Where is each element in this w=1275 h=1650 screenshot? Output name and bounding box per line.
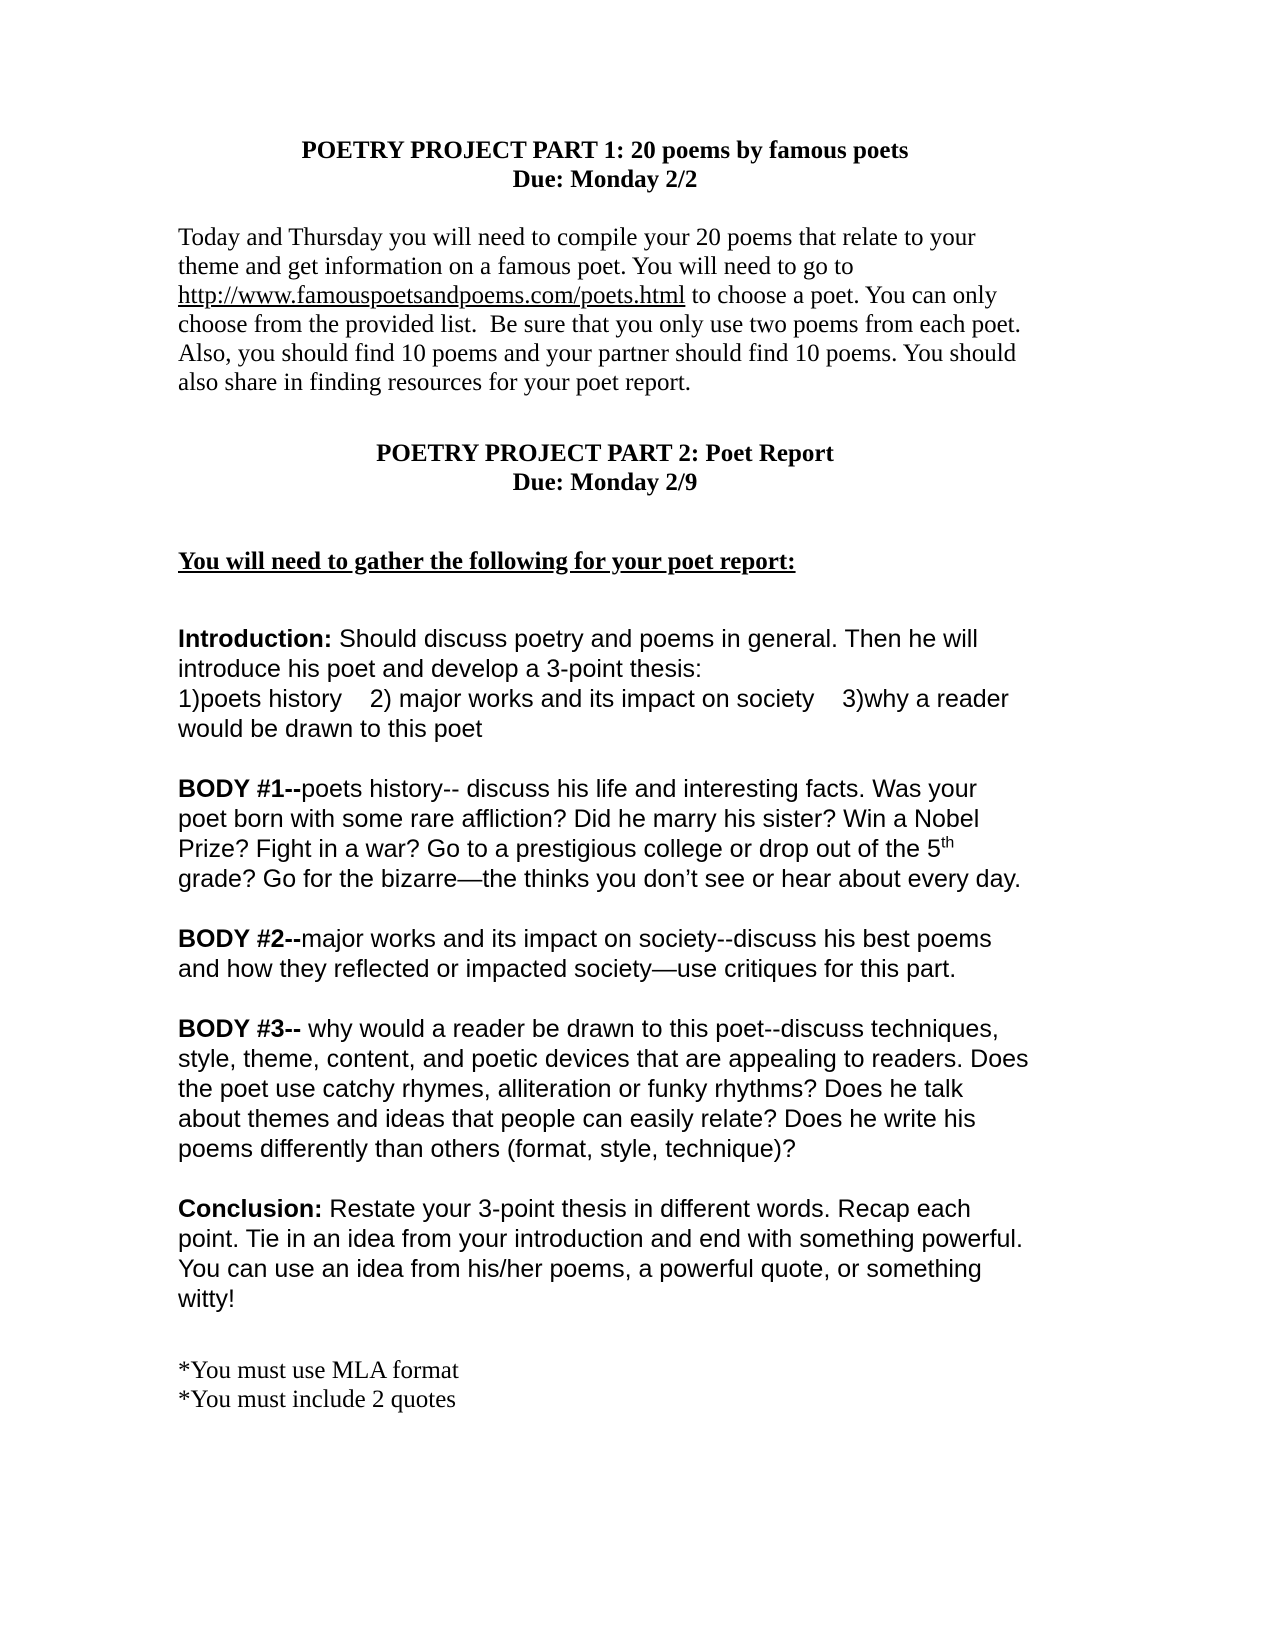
part2-title: POETRY PROJECT PART 2: Poet Report — [376, 440, 834, 467]
part1-paragraph — [178, 223, 1032, 397]
section-body3-label: BODY #3-- — [178, 1015, 302, 1043]
section-body1-label: BODY #1-- — [178, 775, 302, 803]
section-body2-label: BODY #2-- — [178, 925, 302, 953]
part1-due-date: Due: Monday 2/2 — [512, 166, 698, 193]
part1-text-before-link: Today and Thursday you will need to compile your 20 poems that relate to your theme and get information on a famous poet. You will need to go to — [178, 224, 982, 280]
section-introduction — [178, 624, 1032, 744]
section-introduction-thesis-list: 1)poets history 2) major works and its impact on society 3)why a reader would be drawn to this poet — [178, 685, 1016, 743]
section-body2 — [178, 924, 1032, 984]
section-conclusion-text: Restate your 3-point thesis in different words. Recap each point. Tie in an idea from your introduction and end with something powerful. You can use an idea from his/her poems, a powerful quote, or something witty! — [178, 1195, 1030, 1313]
note-mla-format: *You must use MLA format — [178, 1357, 459, 1384]
poets-website-link[interactable]: http://www.famouspoetsandpoems.com/poets.html — [178, 282, 686, 309]
part2-due-date: Due: Monday 2/9 — [512, 469, 698, 496]
section-body1-text: poets history-- discuss his life and interesting facts. Was your poet born with some rare affliction? Did he marry his sister? Win a Nobel Prize? Fight in a war? Go to a prestigious college or drop out of the 5 — [178, 775, 987, 863]
section-body1 — [178, 774, 1032, 894]
part1-title: POETRY PROJECT PART 1: 20 poems by famous poets — [301, 137, 909, 164]
part1-text-after-link: to choose a poet. You can only choose from the provided list. Be sure that you only use two poems from each poet. Also, you should find 10 poems and your partner should find 10 poems. You should also share in finding resources for your poet report. — [178, 282, 1026, 396]
part1-title-block — [178, 136, 1032, 194]
section-body1-superscript: th — [940, 834, 955, 852]
section-introduction-text: Should discuss poetry and poems in general. Then he will introduce his poet and develop a 3-point thesis: — [178, 625, 985, 683]
section-body1-text-after: grade? Go for the bizarre—the thinks you don’t see or hear about every day. — [178, 835, 1022, 893]
footer-notes — [178, 1356, 1032, 1414]
section-body3 — [178, 1014, 1036, 1164]
section-conclusion-label: Conclusion: — [178, 1195, 323, 1223]
gather-heading-wrap — [178, 547, 1032, 576]
note-include-quotes: *You must include 2 quotes — [178, 1386, 457, 1413]
section-body2-text: major works and its impact on society--discuss his best poems and how they reflected or impacted society—use critiques for this part. — [178, 925, 999, 983]
section-body3-text: why would a reader be drawn to this poet--discuss techniques, style, theme, content, and poetic devices that are appealing to readers. Does the poet use catchy rhymes, alliteration or funky rhythms? Does he talk about themes and ideas that people can easily relate? Does he write his poems differently than others (format, style, technique)? — [178, 1015, 1036, 1163]
section-conclusion — [178, 1194, 1032, 1314]
gather-heading: You will need to gather the following for your poet report: — [178, 548, 796, 575]
section-introduction-label: Introduction: — [178, 625, 333, 653]
part2-title-block — [178, 439, 1032, 497]
